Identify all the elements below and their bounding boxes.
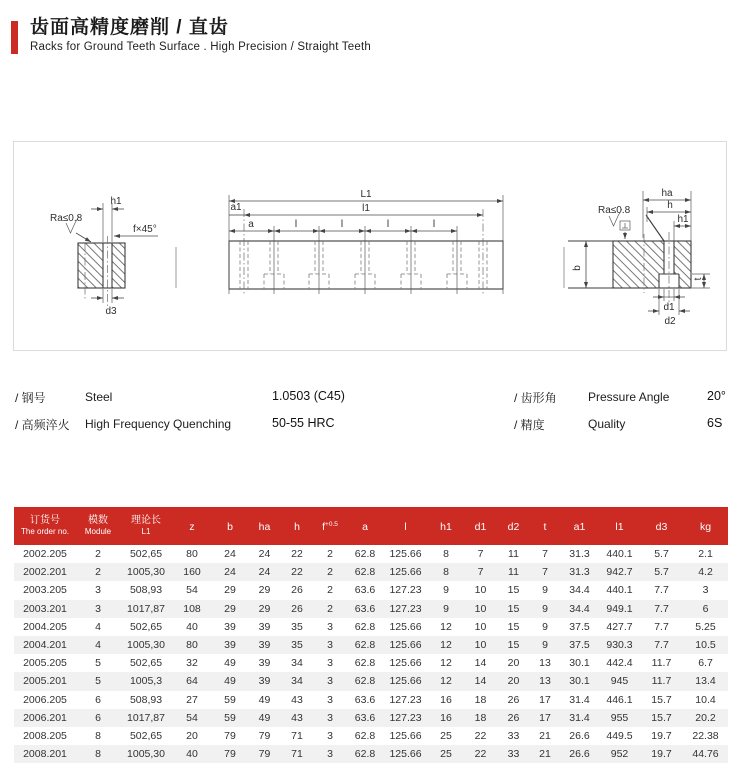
table-cell: 62.8 xyxy=(354,730,376,743)
table-cell: 3 xyxy=(313,709,347,727)
table-cell: 2002.201 xyxy=(14,563,76,581)
dim-label-L1: L1 xyxy=(360,189,372,200)
table-cell: 127.23 xyxy=(389,584,422,597)
table-cell: 22 xyxy=(474,730,487,743)
table-cell: 25 xyxy=(440,730,452,743)
table-cell: 24 xyxy=(258,548,271,560)
column-header: a xyxy=(347,507,383,545)
dim-label-h1: h1 xyxy=(677,214,689,225)
dim-label-f45: f×45° xyxy=(133,224,157,235)
table-row xyxy=(14,691,728,709)
table-row xyxy=(14,727,728,745)
table-cell: 18 xyxy=(474,693,487,706)
table-cell: 22.38 xyxy=(692,730,719,743)
spec-value: 50-55 HRC xyxy=(272,416,335,430)
table-cell: 20 xyxy=(186,730,198,743)
table-cell: 2004.201 xyxy=(14,636,76,654)
rack-technical-drawing xyxy=(14,142,726,350)
table-cell: 6 xyxy=(95,693,101,706)
right-section-view xyxy=(568,188,710,327)
dim-label-d2: d2 xyxy=(664,316,676,327)
table-cell: 7 xyxy=(530,563,560,581)
dim-label-l: l xyxy=(294,219,298,230)
table-cell: 24 xyxy=(248,563,281,581)
table-cell: 5 xyxy=(95,657,101,670)
table-cell: 5.7 xyxy=(640,563,683,581)
table-cell: 35 xyxy=(291,620,303,633)
spec-label: / 钢号 xyxy=(15,391,46,405)
table-cell: 5 xyxy=(76,672,120,690)
table-cell: 32 xyxy=(186,657,198,670)
page-subtitle: Racks for Ground Teeth Surface . High Precision / Straight Teeth xyxy=(30,41,371,53)
table-header-row xyxy=(14,507,728,545)
table-cell: 49 xyxy=(258,693,271,706)
table-cell: 39 xyxy=(212,636,248,654)
dim-label-d3: d3 xyxy=(105,306,117,317)
table-cell: 3 xyxy=(313,672,347,690)
table-cell: 9 xyxy=(443,584,449,597)
table-cell: 29 xyxy=(224,584,236,597)
dim-label-h: h xyxy=(667,200,673,211)
table-cell: 13.4 xyxy=(683,672,728,690)
table-cell: 62.8 xyxy=(354,548,376,560)
table-cell: 4 xyxy=(76,636,120,654)
table-cell: 31.4 xyxy=(560,709,599,727)
table-cell: 12 xyxy=(428,672,464,690)
table-cell: 125.66 xyxy=(383,636,428,654)
table-cell: 2.1 xyxy=(698,548,713,560)
table-cell: 9 xyxy=(542,620,548,633)
table-cell: 9 xyxy=(542,584,548,597)
table-cell: 34 xyxy=(291,657,303,670)
dim-label-l: l xyxy=(340,219,344,230)
dim-label-l: l xyxy=(432,219,436,230)
table-cell: 15 xyxy=(497,600,530,618)
table-cell: 14 xyxy=(474,657,487,670)
table-row xyxy=(14,563,728,581)
table-cell: 25 xyxy=(428,745,464,763)
table-cell: 34 xyxy=(281,672,313,690)
column-header: d3 xyxy=(640,507,683,545)
table-cell: 15.7 xyxy=(651,693,672,706)
table-cell: 11 xyxy=(508,548,519,560)
table-cell: 79 xyxy=(258,730,271,743)
table-cell: 7.7 xyxy=(654,584,669,597)
table-cell: 63.6 xyxy=(347,709,383,727)
table-cell: 29 xyxy=(248,600,281,618)
table-cell: 62.8 xyxy=(347,745,383,763)
table-cell: 16 xyxy=(440,693,452,706)
table-row xyxy=(14,745,728,763)
table-cell: 127.23 xyxy=(383,709,428,727)
spec-label: / 齿形角 xyxy=(514,391,557,405)
spec-label: / 高频淬火 xyxy=(15,418,70,432)
table-cell: 508,93 xyxy=(129,693,163,706)
table-cell: 34.4 xyxy=(560,600,599,618)
table-cell: 21 xyxy=(539,730,551,743)
table-cell: 2005.201 xyxy=(14,672,76,690)
table-cell: 10 xyxy=(464,600,497,618)
table-cell: 3 xyxy=(327,620,333,633)
table-cell: 1017,87 xyxy=(120,709,172,727)
column-header: h xyxy=(281,507,313,545)
table-cell: 39 xyxy=(248,672,281,690)
table-row xyxy=(14,709,728,727)
dim-label-ha: ha xyxy=(661,188,673,199)
table-row xyxy=(14,654,728,672)
table-cell: 125.66 xyxy=(383,563,428,581)
table-cell: 49 xyxy=(224,657,236,670)
column-header: ha xyxy=(248,507,281,545)
table-cell: 440.1 xyxy=(606,548,633,560)
table-cell: 71 xyxy=(281,745,313,763)
spec-label-en: Steel xyxy=(85,390,113,404)
title-accent-bar xyxy=(11,21,18,54)
table-cell: 125.66 xyxy=(383,672,428,690)
table-cell: 1005,30 xyxy=(120,636,172,654)
table-cell: 502,65 xyxy=(129,730,163,743)
table-cell: 13 xyxy=(530,672,560,690)
table-cell: 108 xyxy=(172,600,212,618)
table-cell: 26 xyxy=(497,709,530,727)
table-cell: 7.7 xyxy=(640,600,683,618)
table-cell: 22 xyxy=(464,745,497,763)
table-cell: 37.5 xyxy=(569,620,590,633)
table-cell: 9 xyxy=(530,600,560,618)
table-cell: 2 xyxy=(313,563,347,581)
table-cell: 62.8 xyxy=(347,636,383,654)
table-cell: 63.6 xyxy=(354,693,376,706)
table-cell: 29 xyxy=(212,600,248,618)
table-cell: 2 xyxy=(95,548,101,560)
table-cell: 2006.201 xyxy=(14,709,76,727)
column-header: l xyxy=(383,507,428,545)
table-cell: 30.1 xyxy=(560,672,599,690)
table-cell: 6 xyxy=(683,600,728,618)
table-cell: 2 xyxy=(327,548,333,560)
table-cell: 4.2 xyxy=(683,563,728,581)
table-cell: 3 xyxy=(702,584,709,597)
table-cell: 2005.205 xyxy=(23,657,67,670)
table-cell: 14 xyxy=(464,672,497,690)
table-cell: 15.7 xyxy=(640,709,683,727)
table-cell: 949.1 xyxy=(599,600,640,618)
table-cell: 18 xyxy=(464,709,497,727)
spec-label: / 精度 xyxy=(514,418,545,432)
table-cell: 16 xyxy=(428,709,464,727)
table-cell: 39 xyxy=(258,657,271,670)
table-cell: 26.6 xyxy=(560,745,599,763)
table-cell: 10 xyxy=(474,584,487,597)
table-cell: 22 xyxy=(281,563,313,581)
table-cell: 7 xyxy=(477,548,484,560)
table-cell: 20 xyxy=(507,657,520,670)
spec-value: 20° xyxy=(707,389,726,403)
column-header: 订货号 The order no. xyxy=(14,507,76,545)
spec-label-en: Pressure Angle xyxy=(588,390,670,404)
table-cell: 440.1 xyxy=(606,584,633,597)
left-section-view xyxy=(50,196,158,317)
table-cell: 34.4 xyxy=(569,584,590,597)
table-row xyxy=(14,636,728,654)
table-cell: 11 xyxy=(497,563,530,581)
table-cell: 2002.205 xyxy=(23,548,67,560)
table-cell: 26 xyxy=(507,693,520,706)
table-cell: 20 xyxy=(497,672,530,690)
table-cell: 79 xyxy=(212,745,248,763)
table-cell: 2006.205 xyxy=(23,693,67,706)
table-cell: 59 xyxy=(224,693,236,706)
spec-value: 1.0503 (C45) xyxy=(272,389,345,403)
table-cell: 1005,30 xyxy=(120,563,172,581)
table-cell: 49 xyxy=(248,709,281,727)
table-cell: 945 xyxy=(599,672,640,690)
table-cell: 26.6 xyxy=(569,730,590,743)
table-cell: 79 xyxy=(224,730,236,743)
table-cell: 1017,87 xyxy=(120,600,172,618)
table-cell: 63.6 xyxy=(354,584,376,597)
table-cell: 71 xyxy=(291,730,303,743)
table-cell: 43 xyxy=(281,709,313,727)
table-cell: 40 xyxy=(172,745,212,763)
table-cell: 3 xyxy=(313,636,347,654)
center-rack-view xyxy=(229,189,503,294)
table-cell: 17 xyxy=(539,693,551,706)
table-cell: 26 xyxy=(281,600,313,618)
table-cell: 40 xyxy=(186,620,198,633)
table-cell: 26 xyxy=(291,584,303,597)
table-cell: 21 xyxy=(530,745,560,763)
table-cell: 2003.201 xyxy=(14,600,76,618)
table-cell: 125.66 xyxy=(389,730,422,743)
table-cell: 37.5 xyxy=(560,636,599,654)
table-cell: 1005,3 xyxy=(120,672,172,690)
table-cell: 49 xyxy=(212,672,248,690)
table-cell: 24 xyxy=(212,563,248,581)
table-cell: 24 xyxy=(224,548,236,560)
table-cell: 3 xyxy=(313,745,347,763)
dim-label-d1: d1 xyxy=(663,302,675,313)
table-cell: 2008.205 xyxy=(23,730,67,743)
table-cell: 952 xyxy=(599,745,640,763)
table-cell: 6 xyxy=(76,709,120,727)
dim-label-h1: h1 xyxy=(110,196,122,207)
table-cell: 10.5 xyxy=(683,636,728,654)
table-cell: 31.3 xyxy=(569,548,590,560)
table-row xyxy=(14,618,728,636)
table-cell: 62.8 xyxy=(354,620,376,633)
table-cell: 427.7 xyxy=(606,620,633,633)
table-cell: 11.7 xyxy=(651,657,672,670)
table-cell: 20.2 xyxy=(683,709,728,727)
table-cell: 125.66 xyxy=(389,620,422,633)
table-cell: 2004.205 xyxy=(23,620,67,633)
spec-table xyxy=(14,507,728,763)
table-cell: 54 xyxy=(186,584,198,597)
table-row xyxy=(14,600,728,618)
table-cell: 9 xyxy=(428,600,464,618)
technical-drawing-panel xyxy=(13,141,727,351)
table-cell: 63.6 xyxy=(347,600,383,618)
table-cell: 80 xyxy=(172,636,212,654)
dim-label-l: l xyxy=(386,219,390,230)
spec-label-en: High Frequency Quenching xyxy=(85,417,232,431)
table-cell: 930.3 xyxy=(599,636,640,654)
table-cell: 942.7 xyxy=(599,563,640,581)
table-cell: 17 xyxy=(530,709,560,727)
table-cell: 2008.201 xyxy=(14,745,76,763)
table-cell: 3 xyxy=(95,584,101,597)
table-cell: 4 xyxy=(95,620,101,633)
table-cell: 39 xyxy=(258,620,271,633)
table-cell: 39 xyxy=(224,620,236,633)
table-cell: 44.76 xyxy=(683,745,728,763)
table-cell: 12 xyxy=(440,657,452,670)
spec-label-en: Quality xyxy=(588,417,626,431)
table-cell: 7.7 xyxy=(640,636,683,654)
table-cell: 5.25 xyxy=(695,620,716,633)
table-cell: 1005,30 xyxy=(120,745,172,763)
table-cell: 19.7 xyxy=(640,745,683,763)
column-header: 模数 Module xyxy=(76,507,120,545)
table-row xyxy=(14,545,728,563)
table-cell: 442.4 xyxy=(606,657,633,670)
column-header: d2 xyxy=(497,507,530,545)
table-cell: 62.8 xyxy=(347,672,383,690)
table-cell: 502,65 xyxy=(129,657,163,670)
surface-finish-label: Ra≤0.8 xyxy=(598,205,631,216)
table-cell: 33 xyxy=(507,730,520,743)
table-cell: 502,65 xyxy=(129,548,163,560)
column-header: b xyxy=(212,507,248,545)
table-cell: 79 xyxy=(248,745,281,763)
table-cell: 31.4 xyxy=(569,693,590,706)
column-header: t xyxy=(530,507,560,545)
table-cell: 13 xyxy=(539,657,551,670)
table-cell: 64 xyxy=(172,672,212,690)
table-cell: 508,93 xyxy=(129,584,163,597)
table-row xyxy=(14,581,728,599)
dim-label-a1: a1 xyxy=(230,202,242,213)
table-cell: 62.8 xyxy=(354,657,376,670)
table-cell: 7.7 xyxy=(654,620,669,633)
table-cell: 955 xyxy=(599,709,640,727)
table-cell: 8 xyxy=(443,548,449,560)
table-cell: 43 xyxy=(291,693,303,706)
table-cell: 15 xyxy=(497,636,530,654)
page-title: 齿面高精度磨削 / 直齿 xyxy=(30,17,229,38)
table-cell: 59 xyxy=(212,709,248,727)
table-cell: 2 xyxy=(313,600,347,618)
table-cell: 30.1 xyxy=(569,657,590,670)
table-cell: 3 xyxy=(327,657,333,670)
table-cell: 3 xyxy=(327,730,333,743)
dim-label-t: t xyxy=(693,277,704,281)
spec-value: 6S xyxy=(707,416,723,430)
column-header: a1 xyxy=(560,507,599,545)
table-cell: 33 xyxy=(497,745,530,763)
column-header: kg xyxy=(683,507,728,545)
table-cell: 449.5 xyxy=(606,730,633,743)
table-cell: 2 xyxy=(327,584,333,597)
table-cell: 9 xyxy=(530,636,560,654)
table-cell: 62.8 xyxy=(347,563,383,581)
table-cell: 125.66 xyxy=(389,657,422,670)
table-cell: 22 xyxy=(291,548,303,560)
table-cell: 7 xyxy=(464,563,497,581)
table-cell: 39 xyxy=(248,636,281,654)
table-cell: 7 xyxy=(542,548,548,560)
surface-finish-label: Ra≤0.8 xyxy=(50,213,83,224)
table-cell: 127.23 xyxy=(383,600,428,618)
table-cell: 8 xyxy=(76,745,120,763)
dim-label-a: a xyxy=(248,219,254,230)
column-header: 理论长 L1 xyxy=(120,507,172,545)
table-cell: 80 xyxy=(186,548,198,560)
table-cell: 3 xyxy=(327,693,333,706)
table-cell: 19.7 xyxy=(651,730,672,743)
column-header: l1 xyxy=(599,507,640,545)
table-cell: 8 xyxy=(428,563,464,581)
table-cell: 12 xyxy=(428,636,464,654)
table-cell: 10.4 xyxy=(695,693,716,706)
table-cell: 15 xyxy=(507,584,520,597)
table-cell: 2003.205 xyxy=(23,584,67,597)
dim-label-b: b xyxy=(572,265,583,271)
table-cell: 2 xyxy=(76,563,120,581)
table-cell: 35 xyxy=(281,636,313,654)
table-cell: 5.7 xyxy=(654,548,669,560)
table-cell: 446.1 xyxy=(606,693,633,706)
table-cell: 15 xyxy=(507,620,520,633)
column-header: d1 xyxy=(464,507,497,545)
table-cell: 127.23 xyxy=(389,693,422,706)
table-cell: 12 xyxy=(440,620,452,633)
table-cell: 31.3 xyxy=(560,563,599,581)
table-cell: 54 xyxy=(172,709,212,727)
table-cell: 11.7 xyxy=(640,672,683,690)
dim-label-l1: l1 xyxy=(362,203,370,214)
table-cell: 502,65 xyxy=(129,620,163,633)
table-row xyxy=(14,672,728,690)
table-cell: 160 xyxy=(172,563,212,581)
table-cell: 29 xyxy=(258,584,271,597)
column-header: $f^{+0.5}$ xyxy=(313,507,347,545)
column-header: z xyxy=(172,507,212,545)
table-cell: 125.66 xyxy=(383,745,428,763)
table-cell: 10 xyxy=(464,636,497,654)
table-cell: 125.66 xyxy=(389,548,422,560)
column-header: h1 xyxy=(428,507,464,545)
table-cell: 10 xyxy=(474,620,487,633)
table-cell: 3 xyxy=(76,600,120,618)
table-cell: 8 xyxy=(95,730,101,743)
table-cell: 6.7 xyxy=(698,657,713,670)
table-cell: 27 xyxy=(186,693,198,706)
